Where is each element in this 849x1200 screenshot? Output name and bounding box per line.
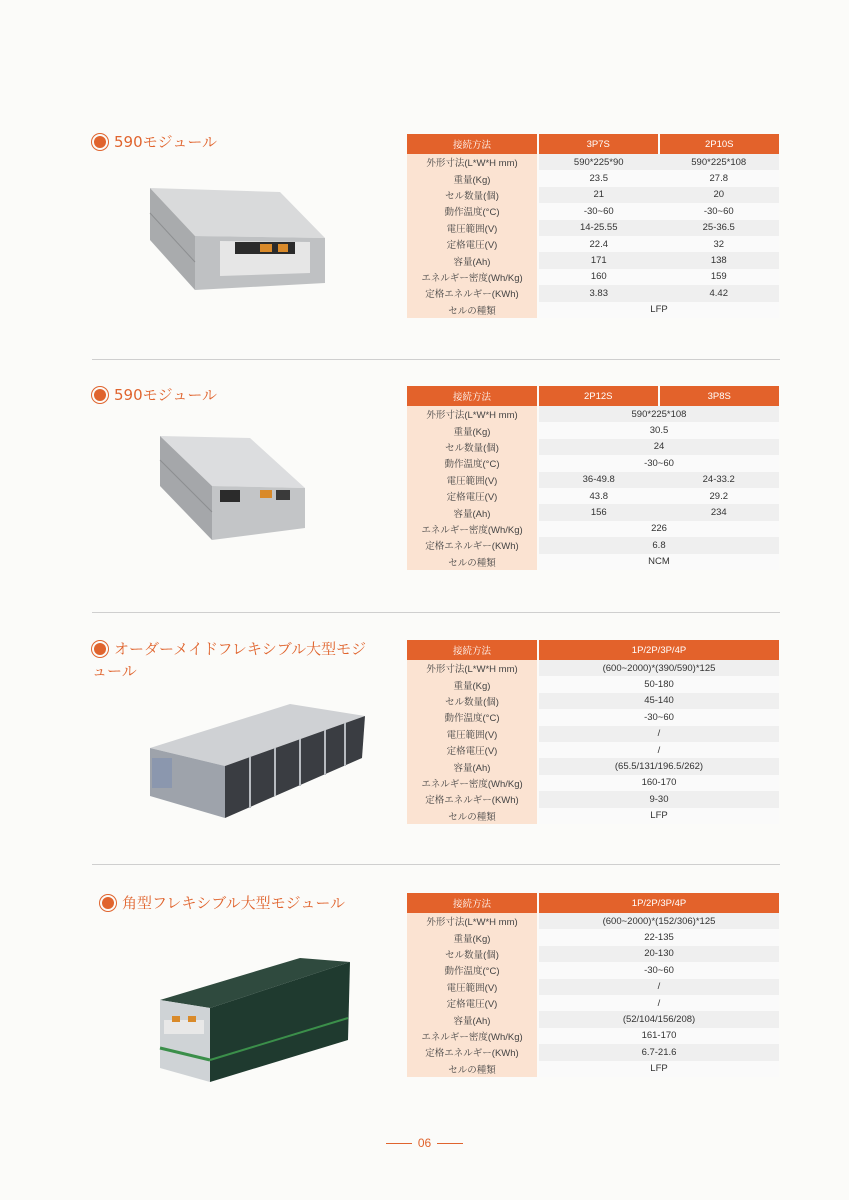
row-label: 電圧範囲(V): [407, 472, 538, 488]
table-row: [407, 537, 779, 553]
table-row: [407, 1044, 779, 1060]
row-value: 20-130: [538, 946, 779, 962]
row-label: 動作温度(°C): [407, 203, 538, 219]
table-row: [407, 758, 779, 774]
table-row: [407, 521, 779, 537]
row-value: NCM: [538, 554, 779, 570]
table-row: [407, 154, 779, 170]
table-row: [407, 455, 779, 471]
header-config-1: 2P12S: [538, 386, 659, 406]
header-connection-method: 接続方法: [407, 386, 538, 406]
page-number: [0, 1136, 849, 1150]
row-label: 容量(Ah): [407, 504, 538, 520]
header-config-2: 2P10S: [659, 134, 780, 154]
bullet-icon: [94, 136, 106, 148]
row-value: LFP: [538, 1061, 779, 1077]
row-value: -30~60: [659, 203, 780, 219]
row-value: 36-49.8: [538, 472, 659, 488]
table-row: [407, 302, 779, 318]
row-value: 590*225*90: [538, 154, 659, 170]
row-value: 156: [538, 504, 659, 520]
row-value: 160-170: [538, 775, 779, 791]
bullet-icon: [94, 389, 106, 401]
bullet-icon: [102, 897, 114, 909]
row-value: /: [538, 979, 779, 995]
row-label: 外形寸法(L*W*H mm): [407, 154, 538, 170]
row-value: (65.5/131/196.5/262): [538, 758, 779, 774]
row-value: 27.8: [659, 170, 780, 186]
row-label: 定格電圧(V): [407, 995, 538, 1011]
table-row: [407, 472, 779, 488]
row-value: 25-36.5: [659, 220, 780, 236]
row-label: セル数量(個): [407, 439, 538, 455]
table-row: [407, 791, 779, 807]
table-row: [407, 929, 779, 945]
row-label: セル数量(個): [407, 693, 538, 709]
table-row: [407, 236, 779, 252]
spec-table-4: [407, 893, 779, 1077]
dash-decoration: [386, 1143, 412, 1144]
row-value: 590*225*108: [538, 406, 779, 422]
table-row: [407, 726, 779, 742]
row-label: セルの種類: [407, 808, 538, 824]
row-value: (600~2000)*(152/306)*125: [538, 913, 779, 929]
table-row: [407, 775, 779, 791]
row-value: (52/104/156/208): [538, 1011, 779, 1027]
row-label: 定格エネルギー(KWh): [407, 537, 538, 553]
row-value: 30.5: [538, 422, 779, 438]
battery-module-image-1: [140, 178, 330, 298]
row-value: -30~60: [538, 203, 659, 219]
row-label: 定格エネルギー(KWh): [407, 791, 538, 807]
row-label: 動作温度(°C): [407, 709, 538, 725]
row-value: /: [538, 995, 779, 1011]
table-row: [407, 187, 779, 203]
battery-module-image-2: [150, 428, 315, 548]
table-row: [407, 504, 779, 520]
page-number-text: 06: [417, 1136, 432, 1150]
row-label: エネルギー密度(Wh/Kg): [407, 521, 538, 537]
header-config: 1P/2P/3P/4P: [538, 640, 779, 660]
row-value: LFP: [538, 302, 779, 318]
row-value: 22-135: [538, 929, 779, 945]
table-row: [407, 554, 779, 570]
row-value: 161-170: [538, 1028, 779, 1044]
row-label: 重量(Kg): [407, 422, 538, 438]
table-header-row: [407, 386, 779, 406]
row-label: 電圧範囲(V): [407, 979, 538, 995]
row-label: 外形寸法(L*W*H mm): [407, 913, 538, 929]
table-row: [407, 203, 779, 219]
row-label: 動作温度(°C): [407, 455, 538, 471]
table-row: [407, 406, 779, 422]
row-value: 6.8: [538, 537, 779, 553]
row-label: セル数量(個): [407, 946, 538, 962]
row-value: 45-140: [538, 693, 779, 709]
row-value: 9-30: [538, 791, 779, 807]
table-row: [407, 808, 779, 824]
table-row: [407, 220, 779, 236]
row-label: セルの種類: [407, 302, 538, 318]
row-value: 159: [659, 269, 780, 285]
table-row: [407, 979, 779, 995]
row-value: 43.8: [538, 488, 659, 504]
row-value: 226: [538, 521, 779, 537]
row-value: 50-180: [538, 676, 779, 692]
row-value: 138: [659, 252, 780, 268]
table-row: [407, 252, 779, 268]
row-label: 重量(Kg): [407, 676, 538, 692]
row-value: -30~60: [538, 962, 779, 978]
row-label: 定格エネルギー(KWh): [407, 1044, 538, 1060]
section-title-2: [92, 384, 372, 406]
header-connection-method: 接続方法: [407, 134, 538, 154]
row-label: 定格電圧(V): [407, 236, 538, 252]
table-row: [407, 170, 779, 186]
row-label: 容量(Ah): [407, 758, 538, 774]
row-label: 電圧範囲(V): [407, 726, 538, 742]
table-row: [407, 962, 779, 978]
table-row: [407, 1011, 779, 1027]
header-config-1: 3P7S: [538, 134, 659, 154]
table-row: [407, 693, 779, 709]
row-label: 重量(Kg): [407, 929, 538, 945]
row-label: 定格電圧(V): [407, 488, 538, 504]
section-title-text: 590モジュール: [114, 133, 218, 151]
section-title-4: [100, 892, 400, 914]
table-row: [407, 676, 779, 692]
row-value: /: [538, 726, 779, 742]
row-value: -30~60: [538, 709, 779, 725]
row-label: 外形寸法(L*W*H mm): [407, 660, 538, 676]
row-label: 定格電圧(V): [407, 742, 538, 758]
row-value: 171: [538, 252, 659, 268]
spec-table-2: [407, 386, 779, 570]
section-title-text: オーダーメイドフレキシブル大型モジュール: [92, 640, 367, 680]
header-config-2: 3P8S: [659, 386, 780, 406]
row-value: 23.5: [538, 170, 659, 186]
spec-table-3: [407, 640, 779, 824]
row-label: 容量(Ah): [407, 252, 538, 268]
spec-table-1: [407, 134, 779, 318]
row-value: /: [538, 742, 779, 758]
row-value: 160: [538, 269, 659, 285]
table-row: [407, 1061, 779, 1077]
section-title-3: [92, 638, 372, 682]
section-title-text: 角型フレキシブル大型モジュール: [122, 894, 346, 912]
row-label: 重量(Kg): [407, 170, 538, 186]
row-label: エネルギー密度(Wh/Kg): [407, 269, 538, 285]
row-value: 24-33.2: [659, 472, 780, 488]
row-value: 3.83: [538, 285, 659, 301]
row-value: 590*225*108: [659, 154, 780, 170]
table-row: [407, 709, 779, 725]
row-value: 4.42: [659, 285, 780, 301]
header-connection-method: 接続方法: [407, 640, 538, 660]
section-divider: [92, 864, 780, 865]
table-row: [407, 285, 779, 301]
row-value: LFP: [538, 808, 779, 824]
dash-decoration: [437, 1143, 463, 1144]
row-label: セルの種類: [407, 554, 538, 570]
row-value: 20: [659, 187, 780, 203]
header-connection-method: 接続方法: [407, 893, 538, 913]
table-header-row: [407, 640, 779, 660]
row-value: (600~2000)*(390/590)*125: [538, 660, 779, 676]
row-value: 22.4: [538, 236, 659, 252]
row-value: 14-25.55: [538, 220, 659, 236]
row-label: 外形寸法(L*W*H mm): [407, 406, 538, 422]
battery-module-image-3: [140, 696, 370, 826]
row-value: -30~60: [538, 455, 779, 471]
table-row: [407, 1028, 779, 1044]
row-label: セル数量(個): [407, 187, 538, 203]
table-row: [407, 913, 779, 929]
row-value: 234: [659, 504, 780, 520]
section-divider: [92, 612, 780, 613]
table-row: [407, 660, 779, 676]
row-value: 32: [659, 236, 780, 252]
row-label: エネルギー密度(Wh/Kg): [407, 775, 538, 791]
table-row: [407, 995, 779, 1011]
row-value: 21: [538, 187, 659, 203]
section-title-1: [92, 131, 372, 153]
table-header-row: [407, 893, 779, 913]
table-row: [407, 439, 779, 455]
table-row: [407, 269, 779, 285]
row-label: 容量(Ah): [407, 1011, 538, 1027]
section-title-text: 590モジュール: [114, 386, 218, 404]
table-row: [407, 946, 779, 962]
section-divider: [92, 359, 780, 360]
row-label: 動作温度(°C): [407, 962, 538, 978]
header-config: 1P/2P/3P/4P: [538, 893, 779, 913]
battery-module-image-4: [150, 950, 360, 1090]
row-value: 24: [538, 439, 779, 455]
row-label: 電圧範囲(V): [407, 220, 538, 236]
row-label: 定格エネルギー(KWh): [407, 285, 538, 301]
row-value: 6.7-21.6: [538, 1044, 779, 1060]
table-row: [407, 488, 779, 504]
table-header-row: [407, 134, 779, 154]
row-value: 29.2: [659, 488, 780, 504]
row-label: エネルギー密度(Wh/Kg): [407, 1028, 538, 1044]
row-label: セルの種類: [407, 1061, 538, 1077]
table-row: [407, 422, 779, 438]
bullet-icon: [94, 643, 106, 655]
table-row: [407, 742, 779, 758]
